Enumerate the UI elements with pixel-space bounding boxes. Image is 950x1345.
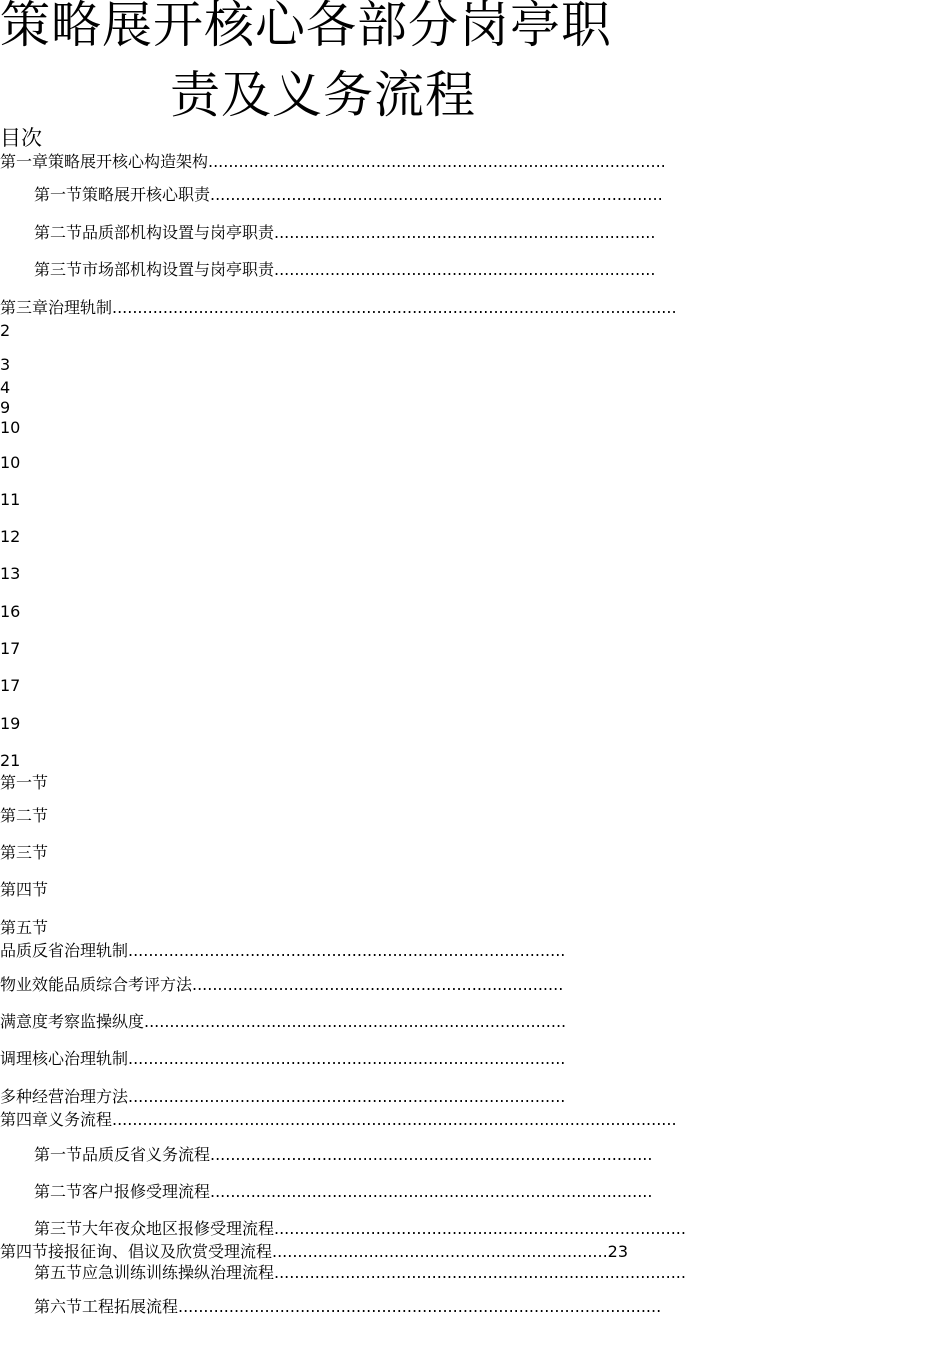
page-number: 19 [0,714,21,733]
toc-entry: 多种经营治理方法...................................................................................... [0,1087,566,1106]
toc-entry: 第二节品质部机构设置与岗亭职责........................................................................... [34,223,656,242]
toc-entry: 第六节工程拓展流程............................................................................................... [34,1297,662,1316]
toc-heading: 目次 [0,126,42,150]
toc-entry: 调理核心治理轨制...................................................................................... [0,1049,566,1068]
page-number: 11 [0,490,21,509]
toc-entry: 第五节应急训练训练操纵治理流程................................................................................. [34,1263,686,1282]
page-number: 9 [0,398,11,417]
page-number: 16 [0,602,21,621]
section-label: 第三节 [0,843,49,862]
page-number: 4 [0,378,11,397]
document-title-line-2: 责及义务流程 [170,66,476,124]
toc-entry: 第三节市场部机构设置与岗亭职责........................................................................... [34,260,656,279]
page-number: 17 [0,676,21,695]
section-label: 第二节 [0,806,49,825]
toc-entry: 第二节客户报修受理流程....................................................................................... [34,1182,653,1201]
toc-entry: 第一章策略展开核心构造架构.......................................................................................... [0,152,666,171]
section-label: 第五节 [0,918,49,937]
toc-entry: 第四章义务流程............................................................................................................... [0,1110,677,1129]
toc-entry: 第三节大年夜众地区报修受理流程................................................................................. [34,1219,686,1238]
page-number: 13 [0,564,21,583]
section-label: 第一节 [0,773,49,792]
page-number: 10 [0,418,21,437]
toc-entry: 第三章治理轨制............................................................................................................... [0,298,677,317]
page-number: 21 [0,751,21,770]
toc-entry: 第四节接报征询、倡议及欣赏受理流程..................................................................23 [0,1242,629,1261]
toc-entry: 满意度考察监操纵度................................................................................... [0,1012,567,1031]
section-label: 第四节 [0,880,49,899]
page-number: 2 [0,321,11,340]
page-number: 17 [0,639,21,658]
toc-entry: 第一节策略展开核心职责......................................................................................... [34,185,663,204]
toc-entry: 第一节品质反省义务流程....................................................................................... [34,1145,653,1164]
page-number: 10 [0,453,21,472]
page-number: 3 [0,355,11,374]
document-title-line-1: 策略展开核心各部分岗亭职 [0,0,612,54]
page-number: 12 [0,527,21,546]
toc-entry: 品质反省治理轨制...................................................................................... [0,941,566,960]
toc-entry: 物业效能品质综合考评方法......................................................................... [0,975,564,994]
